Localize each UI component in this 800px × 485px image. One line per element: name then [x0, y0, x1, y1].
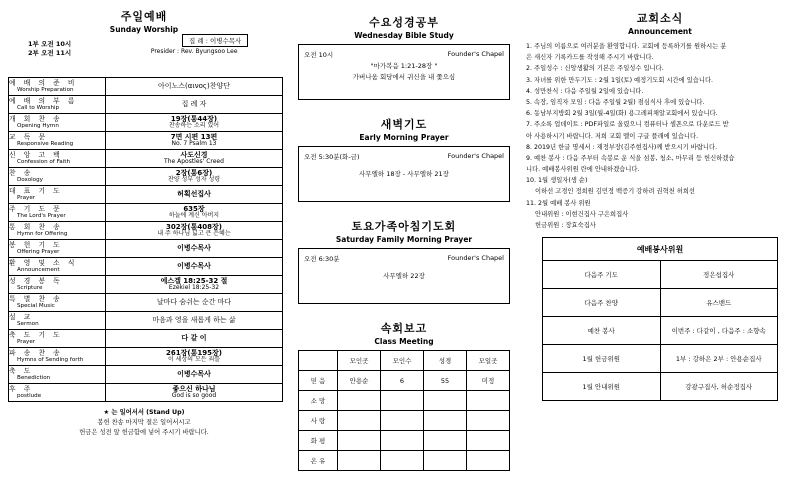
- table-row: [9, 276, 283, 294]
- order-value-main: 이병수목사: [177, 262, 211, 271]
- table-header-row: [543, 238, 778, 261]
- class-row-label: 화 평: [299, 431, 338, 451]
- table-row: [299, 451, 510, 471]
- early-morning-prayer-block: [298, 116, 510, 202]
- list-item: 3. 자녀를 위한 만두기도 : 2월 1일(토) 예정기도회 시간에 있습니다.: [526, 76, 714, 84]
- list-item: 아 사용하시기 바랍니다. 저희 교회 멜이 구글 플래에 있습니다.: [526, 132, 699, 140]
- announcement-title-en: Announcement: [628, 27, 692, 36]
- table-row: [9, 186, 283, 204]
- order-label-ko: 교 독 문: [9, 132, 49, 141]
- table-row: [543, 317, 778, 345]
- saturday-family-prayer-block: [298, 218, 510, 304]
- saturday-scripture: 사무엘하 22장: [383, 272, 425, 280]
- order-value-main: 7면 시편 13편: [170, 133, 218, 142]
- class-cell: [338, 411, 381, 431]
- volunteer-name: 강광구집사, 허순정집사: [660, 373, 778, 401]
- order-value-sub: 찬양 성부 성자 성령: [167, 176, 221, 184]
- class-cell: [424, 391, 467, 411]
- order-value: [106, 96, 283, 114]
- order-value: [106, 384, 283, 402]
- order-label-en: Announcement: [17, 267, 60, 274]
- order-value-sub: 찬송하는 소리 있어: [168, 122, 220, 130]
- volunteer-name: 유스밴드: [660, 289, 778, 317]
- order-label-en: Offering Prayer: [17, 249, 60, 256]
- order-label: [9, 186, 106, 204]
- order-label-en: Benediction: [17, 375, 51, 382]
- early-detail-box: [298, 146, 510, 202]
- list-item: 이하선 고경인 정희원 김민정 백증기 강하려 권혁천 허희선: [535, 188, 695, 196]
- table-row: [9, 78, 283, 96]
- list-item: 9. 예찬 봉사 : 다음 주부터 속봉로 운 식을 섬봉, 청소, 마무리 등 헌신하겠습: [526, 154, 735, 162]
- table-row: [9, 330, 283, 348]
- stand-up-note: [0, 408, 288, 438]
- order-value-main: 마음과 영을 새롭게 하는 삶: [152, 316, 236, 325]
- presider-en: Presider : Rev. Byungsoo Lee: [150, 48, 238, 55]
- order-value: [106, 258, 283, 276]
- order-label-ko: 개 회 찬 송: [9, 114, 63, 123]
- order-value-main: 아이노스(αινος)찬양단: [157, 82, 231, 91]
- volunteer-name: 정은섭집사: [660, 261, 778, 289]
- table-row: [9, 366, 283, 384]
- order-label: [9, 384, 106, 402]
- order-label-en: Scripture: [17, 285, 43, 292]
- order-label: [9, 150, 106, 168]
- order-value: [106, 78, 283, 96]
- table-row: [9, 114, 283, 132]
- order-label: [9, 114, 106, 132]
- order-label: [9, 168, 106, 186]
- list-item: 니다. 예배봉사위원 란에 안내하겠습니다.: [526, 166, 640, 174]
- table-row: [299, 431, 510, 451]
- class-cell: [424, 431, 467, 451]
- order-value-main: 이병수목사: [177, 370, 211, 379]
- volunteer-role: 1월 헌금위원: [543, 345, 661, 373]
- announcement-title-ko: 교회소식: [636, 12, 684, 25]
- early-title-en: Early Morning Prayer: [359, 133, 449, 142]
- order-value: [106, 312, 283, 330]
- order-of-worship-table: [8, 77, 283, 402]
- order-label-en: Confession of Faith: [17, 159, 71, 166]
- order-label: [9, 96, 106, 114]
- order-value-sub: Ezekiel 18:25-32: [168, 284, 220, 292]
- class-cell: [338, 431, 381, 451]
- order-label: [9, 222, 106, 240]
- table-row: [543, 289, 778, 317]
- saturday-header: [298, 218, 510, 244]
- early-place: Founder's Chapel: [447, 152, 504, 160]
- order-value: [106, 186, 283, 204]
- order-label-en: Opening Hymn: [17, 123, 59, 130]
- order-value-main: 302장(통408장): [166, 223, 222, 232]
- order-label-ko: 축 도 기 도: [9, 330, 63, 339]
- order-value: [106, 222, 283, 240]
- order-value: [106, 114, 283, 132]
- presider-box: 집 례 : 이병수목사: [182, 34, 248, 47]
- order-label-ko: 특 별 찬 송: [9, 294, 63, 303]
- wednesday-scripture: [299, 61, 509, 83]
- order-label-ko: 환 영 및 소 식: [9, 258, 78, 267]
- order-label-ko: 성 경 봉 독: [9, 276, 63, 285]
- order-value-main: 좋으신 하나님: [172, 385, 216, 394]
- table-row: [299, 411, 510, 431]
- volunteer-role: 다음주 기도: [543, 261, 661, 289]
- order-value: [106, 294, 283, 312]
- stand-up-note-line2: 봉헌 찬송 마지막 절은 일어서시고: [97, 419, 191, 427]
- order-label-en: Prayer: [17, 339, 36, 346]
- table-row: [9, 168, 283, 186]
- class-row-label: 사 랑: [299, 411, 338, 431]
- order-label-en: Special Music: [17, 303, 55, 310]
- table-row: [299, 371, 510, 391]
- order-label: [9, 204, 106, 222]
- order-label: [9, 240, 106, 258]
- order-label-en: Hymns of Sending forth: [17, 357, 84, 364]
- class-cell: 6: [381, 371, 424, 391]
- list-item: 4. 성만찬식 : 다음 주일월 2일에 있습니다.: [526, 87, 644, 95]
- order-value-main: 261장(통195장): [166, 349, 222, 358]
- volunteer-role: 1월 안내위원: [543, 373, 661, 401]
- order-value: [106, 132, 283, 150]
- order-label-en: Doxology: [17, 177, 43, 184]
- class-meeting-block: [298, 320, 510, 471]
- wednesday-scripture-line1: "마가복음 1:21-28장 ": [370, 62, 438, 70]
- class-cell: [467, 431, 510, 451]
- table-row: [543, 345, 778, 373]
- class-meeting-table: [298, 350, 510, 471]
- order-label: [9, 258, 106, 276]
- list-item: 6. 동남부지방회 2월 3일(월-4일(화) 용그레피채알교회에서 있습니다.: [526, 110, 718, 118]
- order-label-ko: 대 표 기 도: [9, 186, 63, 195]
- class-row-label: 믿 음: [299, 371, 338, 391]
- class-cell: [424, 451, 467, 471]
- order-value-sub: No. 7 Psalm 13: [171, 140, 217, 148]
- list-item: 1. 주님의 이름으로 여러분을 환영합니다. 교회에 등록하기를 원하시는 분: [526, 43, 727, 50]
- class-col-0: [299, 351, 338, 371]
- table-row: [9, 348, 283, 366]
- volunteers-title: 예배봉사위원: [543, 238, 778, 261]
- class-col-2: 모인수: [381, 351, 424, 371]
- table-row: [9, 384, 283, 402]
- order-value: [106, 150, 283, 168]
- class-cell: 안용순: [338, 371, 381, 391]
- class-cell: [467, 451, 510, 471]
- list-item: 안내위원 : 이현건집사 구은희집사: [535, 210, 629, 218]
- order-value-main: 사도신경: [180, 151, 208, 160]
- order-label-en: The Lord's Prayer: [17, 213, 66, 220]
- class-cell: [381, 451, 424, 471]
- table-row: [9, 294, 283, 312]
- table-row: [543, 261, 778, 289]
- order-label: [9, 348, 106, 366]
- wednesday-scripture-line2: 가버나움 회당에서 귀신을 내 쫓으심: [352, 73, 456, 82]
- class-cell: [381, 391, 424, 411]
- order-label-ko: 설 교: [9, 312, 34, 321]
- order-label: [9, 132, 106, 150]
- stand-up-note-line1: ★ 는 일어서서 (Stand Up): [103, 409, 185, 416]
- wednesday-time: 오전 10시: [304, 51, 334, 59]
- list-item: 5. 속장, 임직자 모임 : 다음 주일월 2월) 점심식사 후에 있습니다.: [526, 98, 705, 106]
- class-cell: [338, 391, 381, 411]
- order-label: [9, 312, 106, 330]
- class-cell: [424, 411, 467, 431]
- wednesday-bible-study-block: [298, 14, 510, 100]
- order-value-sub: God is so good: [171, 392, 217, 400]
- order-value-main: 19장(통44장): [170, 115, 218, 124]
- wednesday-detail-box: [298, 44, 510, 100]
- list-item: 2. 주일성수 : 신앙생활의 기본은 주일성수 입니다.: [526, 65, 664, 73]
- class-cell: [381, 431, 424, 451]
- table-row: [9, 240, 283, 258]
- volunteer-role: 예찬 봉사: [543, 317, 661, 345]
- class-meeting-title-ko: 속회보고: [380, 322, 428, 335]
- class-col-1: 모인곳: [338, 351, 381, 371]
- order-value-main: 다 같 이: [181, 334, 207, 343]
- volunteer-name: 이번주 : 다같이 , 다음주 : 소향속: [660, 317, 778, 345]
- order-value-main: 635장: [183, 205, 205, 214]
- order-value-main: 에스겔 18:25-32 절: [160, 277, 228, 286]
- class-row-label: 소 망: [299, 391, 338, 411]
- saturday-detail-box: [298, 248, 510, 304]
- volunteers-table: [542, 237, 778, 401]
- service-time-1: 1부 오전 10시: [28, 40, 72, 48]
- list-item: 은 새신자 기록카드를 작성해 주시기 바랍니다.: [526, 54, 654, 62]
- volunteer-name: 1부 : 강하은 2부 : 안용순집사: [660, 345, 778, 373]
- class-col-4: 모일곳: [467, 351, 510, 371]
- order-value-main: 허획선집사: [177, 190, 211, 199]
- order-value: [106, 240, 283, 258]
- order-label-en: Call to Worship: [17, 105, 60, 112]
- saturday-title-ko: 토요가족아침기도회: [351, 220, 457, 233]
- order-label-ko: 예 배 의 부 름: [9, 96, 78, 105]
- order-label-ko: 축 도: [9, 366, 34, 375]
- list-item: 10. 1월 생일자(생 순): [526, 177, 588, 185]
- sunday-worship-title-en: Sunday Worship: [109, 25, 179, 34]
- list-item: 7. 주소록 업데이트 : PDF파일로 올렸으니 컴퓨터나 셀폰으로 다운로드 받: [526, 121, 729, 129]
- sunday-worship-column: [0, 0, 288, 438]
- service-time-2: 2부 오전 11시: [28, 49, 72, 58]
- order-label-en: Sermon: [17, 321, 39, 328]
- table-row: [9, 132, 283, 150]
- order-value-sub: 이 세상의 모든 죄를: [167, 356, 221, 364]
- order-value: [106, 168, 283, 186]
- early-time: 오전 5:30분(화-금): [304, 153, 360, 161]
- order-value-sub: The Apostles' Creed: [164, 158, 224, 166]
- table-header-row: [299, 351, 510, 371]
- table-row: [299, 391, 510, 411]
- table-row: [9, 96, 283, 114]
- midweek-column: [288, 0, 520, 471]
- stand-up-note-line3: 헌금은 성전 앞 헌금함에 넣어 주시기 바랍니다.: [79, 429, 209, 437]
- order-label: [9, 330, 106, 348]
- order-label: [9, 366, 106, 384]
- order-label: [9, 276, 106, 294]
- order-value: [106, 348, 283, 366]
- order-value-sub: 하늘에 계신 아버지: [168, 212, 220, 220]
- class-meeting-title-en: Class Meeting: [374, 337, 434, 346]
- order-label-ko: 신 앙 고 백: [9, 150, 63, 159]
- volunteer-role: 다음주 찬양: [543, 289, 661, 317]
- class-cell: [338, 451, 381, 471]
- class-cell: [467, 411, 510, 431]
- table-row: [9, 312, 283, 330]
- announcement-list: [526, 42, 792, 231]
- saturday-place: Founder's Chapel: [447, 254, 504, 262]
- order-value-main: 2장(통6장): [175, 169, 213, 178]
- class-row-label: 온 유: [299, 451, 338, 471]
- sunday-worship-title-ko: 주일예배: [120, 10, 168, 23]
- class-cell: [381, 411, 424, 431]
- order-label-en: Hymn for Offering: [17, 231, 68, 238]
- wednesday-header: [298, 14, 510, 40]
- wednesday-title-en: Wednesday Bible Study: [354, 31, 454, 40]
- order-value-sub: 내 주 하나님 넓고 큰 은혜는: [157, 230, 231, 238]
- order-label-ko: 후 주: [9, 384, 34, 393]
- order-value-main: 이병수목사: [177, 244, 211, 253]
- order-value: [106, 276, 283, 294]
- announcement-column: [520, 0, 800, 401]
- class-cell: 55: [424, 371, 467, 391]
- sunday-worship-header: [0, 8, 288, 34]
- order-value-main: 날마다 숨쉬는 순간 마다: [156, 298, 232, 307]
- list-item: 헌금위원 : 장효숙집사: [535, 222, 596, 229]
- order-value: [106, 366, 283, 384]
- table-row: [543, 373, 778, 401]
- class-cell: [467, 391, 510, 411]
- table-row: [9, 222, 283, 240]
- list-item: 11. 2월 예배 봉사 위원: [526, 199, 591, 207]
- order-value: [106, 204, 283, 222]
- order-label-ko: 주 기 도 문: [9, 204, 63, 213]
- class-meeting-header: [298, 320, 510, 346]
- table-row: [9, 204, 283, 222]
- order-label: [9, 294, 106, 312]
- order-label-en: Worship Preparation: [17, 87, 74, 94]
- wednesday-title-ko: 수요성경공부: [369, 16, 439, 29]
- table-row: [9, 258, 283, 276]
- order-value: [106, 330, 283, 348]
- early-scripture: 사무엘하 18장 - 사무엘하 21장: [359, 170, 449, 178]
- saturday-time: 오전 6:30분: [304, 255, 340, 263]
- order-label-en: Prayer: [17, 195, 36, 202]
- list-item: 8. 2019년 한글 명세서 : 재정부장(김주현집사)께 받으시기 바랍니다.: [526, 143, 718, 151]
- early-title-ko: 새벽기도: [380, 118, 428, 131]
- order-label-ko: 파 송 찬 송: [9, 348, 63, 357]
- announcement-header: [520, 10, 800, 36]
- saturday-title-en: Saturday Family Morning Prayer: [335, 235, 473, 244]
- order-label-ko: 예 배 의 준 비: [9, 78, 78, 87]
- order-label-en: postlude: [17, 393, 42, 400]
- early-header: [298, 116, 510, 142]
- order-label-ko: 찬 송: [9, 168, 34, 177]
- table-row: [9, 150, 283, 168]
- class-cell: 미정: [467, 371, 510, 391]
- wednesday-place: Founder's Chapel: [447, 50, 504, 58]
- order-value-main: 집 례 자: [181, 100, 207, 109]
- order-label-en: Responsive Reading: [17, 141, 74, 148]
- class-col-3: 성경: [424, 351, 467, 371]
- order-label-ko: 통 회 찬 송: [9, 222, 63, 231]
- order-label: [9, 78, 106, 96]
- order-label-ko: 봉 헌 기 도: [9, 240, 63, 249]
